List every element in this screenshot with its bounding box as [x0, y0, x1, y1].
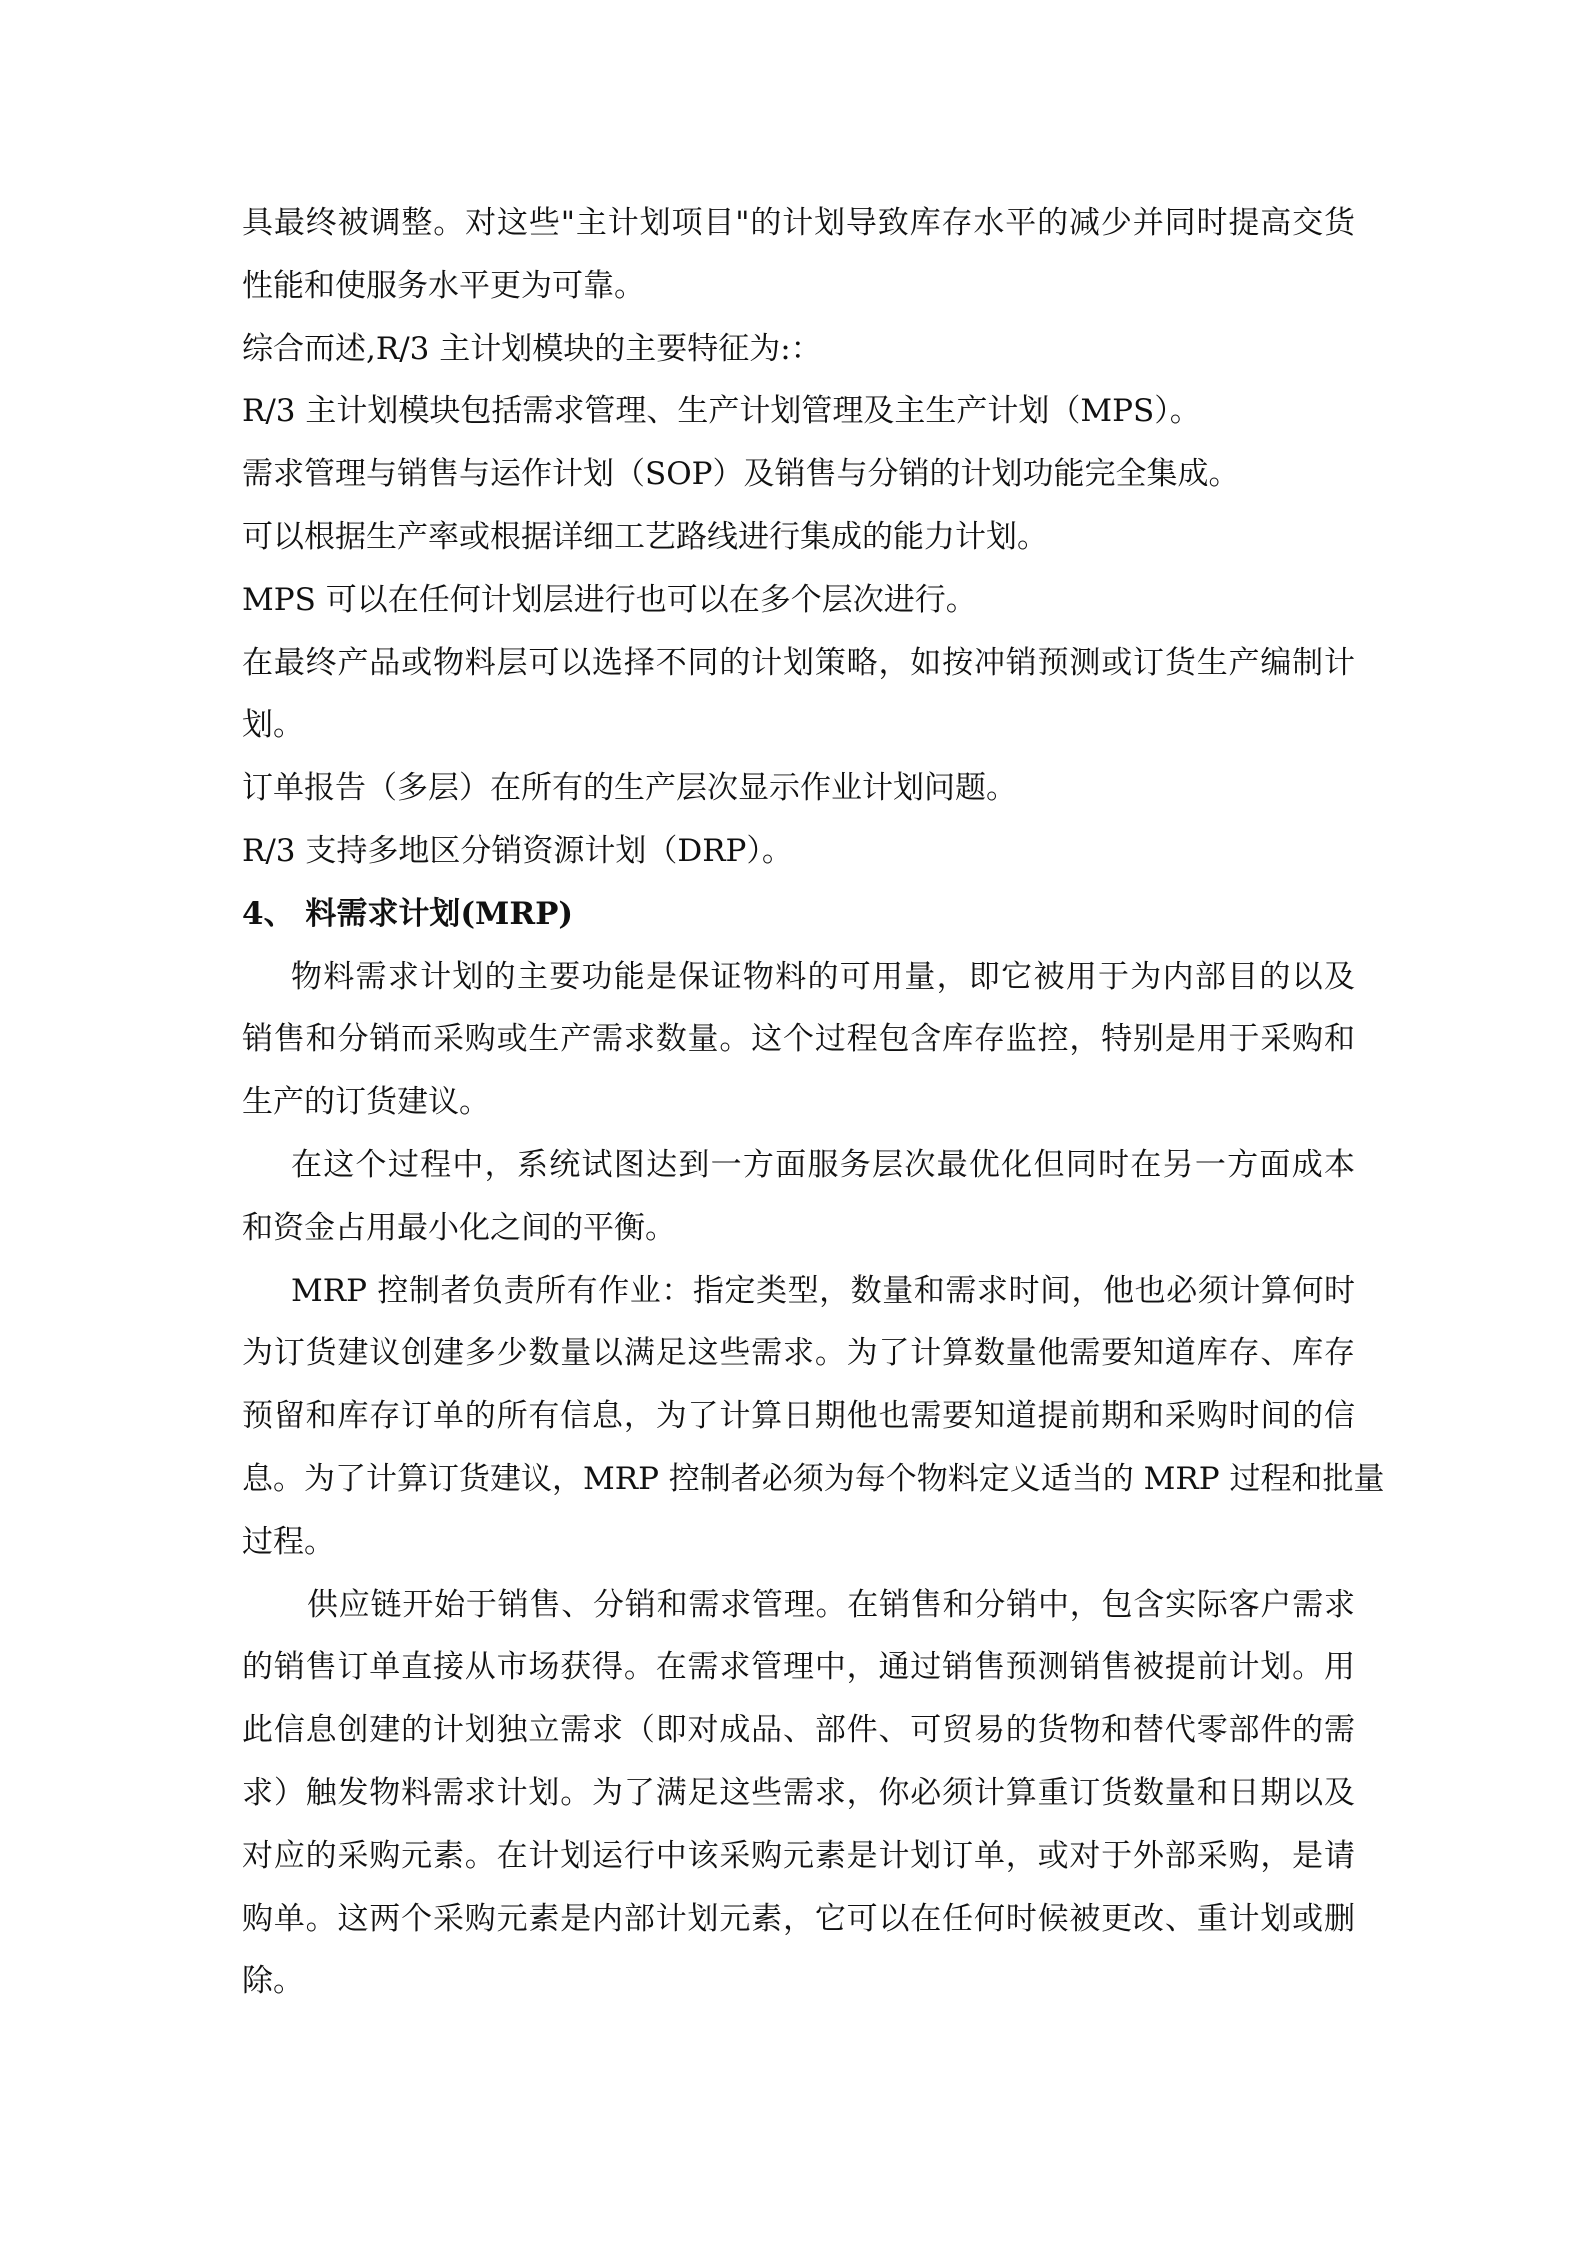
text-line: 供应链开始于销售、分销和需求管理。在销售和分销中，包含实际客户需求: [307, 1586, 1355, 1623]
text-line: 购单。这两个采购元素是内部计划元素，它可以在任何时候被更改、重计划或删: [242, 1900, 1355, 1937]
text-line: 生产的订货建议。: [242, 1084, 490, 1121]
text-line: 划。: [242, 707, 304, 744]
text-line: 求）触发物料需求计划。为了满足这些需求，你必须计算重订货数量和日期以及: [242, 1774, 1355, 1811]
text-line: R/3 支持多地区分销资源计划（DRP）。: [242, 832, 793, 869]
text-line: 销售和分销而采购或生产需求数量。这个过程包含库存监控，特别是用于采购和: [242, 1021, 1355, 1058]
text-line: 需求管理与销售与运作计划（SOP）及销售与分销的计划功能完全集成。: [242, 456, 1240, 493]
text-line: 性能和使服务水平更为可靠。: [242, 267, 645, 304]
paragraph: [242, 192, 1355, 318]
text-line: 综合而述,R/3 主计划模块的主要特征为:：: [242, 330, 822, 367]
paragraph: [242, 506, 1355, 569]
paragraph: [242, 820, 1355, 883]
paragraph: [242, 318, 1355, 381]
paragraph: [242, 632, 1355, 758]
text-line: 和资金占用最小化之间的平衡。: [242, 1209, 676, 1246]
paragraph: [242, 380, 1355, 443]
paragraph: [242, 1134, 1355, 1260]
paragraph: [242, 443, 1355, 506]
text-line: 除。: [242, 1963, 304, 2000]
text-line: 在这个过程中，系统试图达到一方面服务层次最优化但同时在另一方面成本: [291, 1146, 1355, 1183]
document-body: [242, 192, 1385, 2013]
text-line: 的销售订单直接从市场获得。在需求管理中，通过销售预测销售被提前计划。用: [242, 1649, 1355, 1686]
text-line: 可以根据生产率或根据详细工艺路线进行集成的能力计划。: [242, 518, 1048, 555]
text-line: R/3 主计划模块包括需求管理、生产计划管理及主生产计划（MPS）。: [242, 393, 1201, 430]
section-heading: [242, 883, 1355, 946]
paragraph: [242, 1260, 1385, 1574]
text-line: 订单报告（多层）在所有的生产层次显示作业计划问题。: [242, 770, 1017, 807]
text-line: 为订货建议创建多少数量以满足这些需求。为了计算数量他需要知道库存、库存: [242, 1335, 1355, 1372]
text-line: 4、 料需求计划(MRP): [242, 895, 574, 932]
text-line: MRP 控制者负责所有作业：指定类型，数量和需求时间，他也必须计算何时: [291, 1272, 1355, 1309]
paragraph: [242, 757, 1355, 820]
text-line: 具最终被调整。对这些"主计划项目"的计划导致库存水平的减少并同时提高交货: [242, 205, 1355, 241]
paragraph: [242, 569, 1355, 632]
text-line: 物料需求计划的主要功能是保证物料的可用量，即它被用于为内部目的以及: [291, 958, 1355, 995]
text-line: 过程。: [242, 1523, 335, 1560]
text-line: 预留和库存订单的所有信息，为了计算日期他也需要知道提前期和采购时间的信: [242, 1398, 1355, 1435]
text-line: 在最终产品或物料层可以选择不同的计划策略，如按冲销预测或订货生产编制计: [242, 644, 1355, 681]
text-line: MPS 可以在任何计划层进行也可以在多个层次进行。: [242, 581, 977, 618]
text-line: 息。为了计算订货建议，MRP 控制者必须为每个物料定义适当的 MRP 过程和批量: [242, 1460, 1385, 1497]
paragraph: [242, 1574, 1355, 2014]
text-line: 此信息创建的计划独立需求（即对成品、部件、可贸易的货物和替代零部件的需: [242, 1712, 1355, 1749]
paragraph: [242, 946, 1355, 1134]
text-line: 对应的采购元素。在计划运行中该采购元素是计划订单，或对于外部采购，是请: [242, 1837, 1355, 1874]
